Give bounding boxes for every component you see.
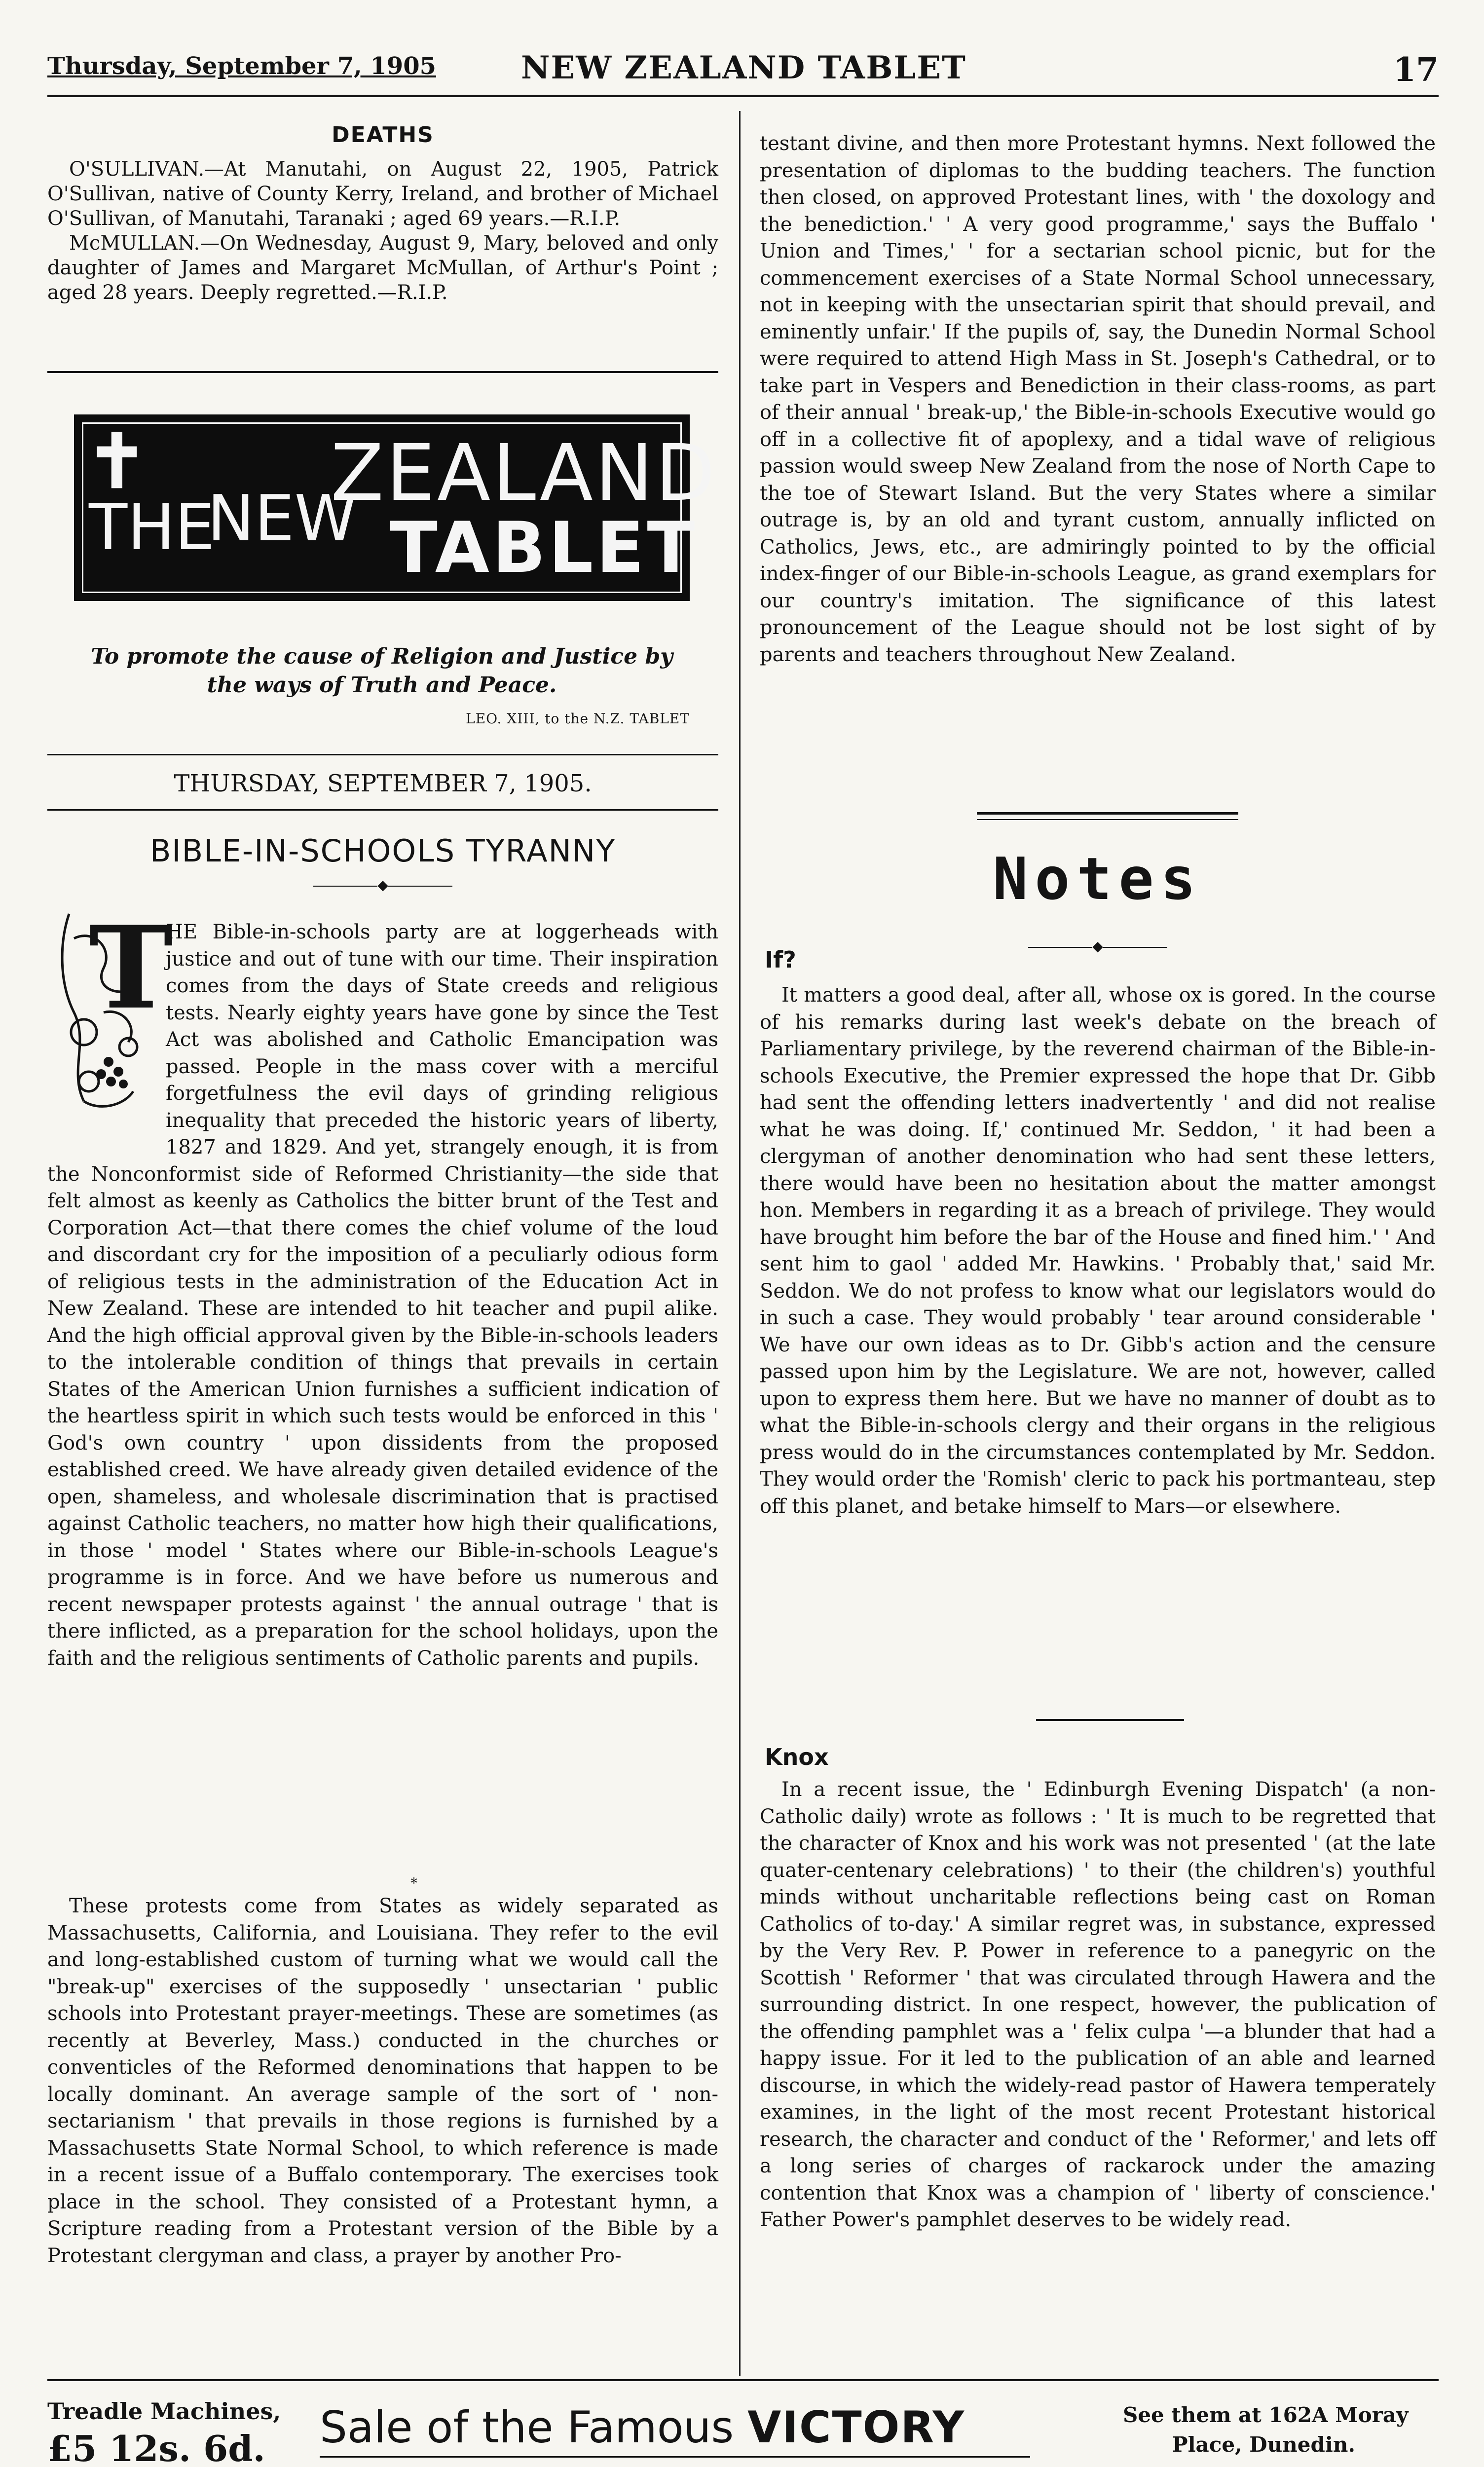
notes-rule-thin: [977, 819, 1238, 820]
ornament-line: [1103, 947, 1167, 948]
ad-headline-brand: VICTORY: [747, 2402, 965, 2453]
if-body: [760, 982, 1436, 1520]
diamond-icon: ◆: [1092, 938, 1103, 954]
notes-rule: [977, 812, 1238, 815]
footer-advertisement: [47, 2398, 1439, 2467]
ad-left-line1: Treadle Machines,: [47, 2398, 281, 2425]
page-header: [47, 47, 1439, 107]
banner-zealand: ZEALAND: [331, 428, 717, 519]
knox-heading: Knox: [765, 1744, 829, 1770]
death-notice: McMULLAN.—On Wednesday, August 9, Mary, beloved and only daughter of James and Margaret McMullan, of Arthur's Point ; aged 28 years. Deeply regretted.—R.I.P.: [47, 232, 718, 304]
ornament-line: [388, 886, 452, 887]
ornament-line: [313, 886, 377, 887]
drop-cap-letter: T: [89, 901, 174, 1035]
header-rule: [47, 95, 1439, 97]
notes-title: Notes: [993, 845, 1203, 913]
drop-cap-space: [47, 919, 166, 1136]
motto: To promote the cause of Religion and Justice by the ways of Truth and Peace.: [91, 644, 673, 698]
ad-price: £5 12s. 6d.: [47, 2428, 265, 2467]
masthead-banner: [74, 414, 717, 601]
dateline-rule-top: [47, 754, 718, 755]
banner-tablet: TABLET: [390, 507, 698, 589]
notes-separator: [1036, 1719, 1184, 1721]
header-date: Thursday, September 7, 1905: [47, 52, 436, 80]
header-masthead: NEW ZEALAND TABLET: [521, 49, 966, 86]
ad-right-line1: See them at 162A Moray: [1123, 2403, 1409, 2427]
footer-rule: [47, 2379, 1439, 2381]
knox-body: [760, 1776, 1436, 2234]
deaths-rule: [47, 371, 718, 373]
ad-headline-prefix: Sale of the Famous: [320, 2402, 748, 2453]
ad-right-line2: Place, Dunedin.: [1172, 2432, 1355, 2457]
notes-ornament: [760, 939, 1436, 953]
dateline-rule-bottom: [47, 809, 718, 811]
article-title: BIBLE-IN-SCHOOLS TYRANNY: [149, 833, 616, 869]
star-divider: *: [410, 1875, 417, 1891]
article-paragraph: These protests come from States as widely separated as Massachusetts, California, and Louisiana. They refer to the evil and long-established custom of turning what we would call the "break-up" exercises of the supposedly ' unsectarian ' public schools into Protestant prayer-meetings. These are sometimes (as recently at Beverley, Mass.) conducted in the churches or conventicles of the Reformed denominations that happen to be locally dominant. An average sample of the sort of ' non-sectarianism ' that prevails in those regions is furnished by a Massachusetts State Normal School, to which reference is made in a recent issue of a Buffalo contemporary. The exercises took place in the school. They consisted of a Protestant hymn, a Scripture reading from a Protestant version of the Bible by a Protestant clergyman and class, a prayer by another Pro-: [47, 1895, 718, 2267]
if-heading: If?: [765, 946, 796, 973]
article-paragraph: testant divine, and then more Protestant hymns. Next followed the presentation of diplomas to the budding teachers. The function then closed, on approved Protestant lines, with ' the doxology and the benediction.' ' A very good programme,' says the Buffalo ' Union and Times,' ' for a sectarian school picnic, but for the commencement exercises of a State Normal School unnecessary, not in keeping with the unsectarian spirit that should prevail, and eminently unfair.' If the pupils of, say, the Dunedin Normal School were required to attend High Mass in St. Joseph's Cathedral, or to take part in Vespers and Benediction in their class-rooms, as part of their annual ' break-up,' the Bible-in-schools Executive would go off in a collective fit of apoplexy, and a tidal wave of religious passion would sweep New Zealand from the nose of North Cape to the toe of Stewart Island. But the very States where a similar outrage is, by an old and tyrant custom, annually inflicted on Catholics, Jews, etc., are admiringly pointed to by the official index-finger of our Bible-in-schools League, as grand exemplars for our country's imitation. The significance of this latest pronouncement of the League should not be lost sight of by parents and teachers throughout New Zealand.: [760, 132, 1436, 666]
diamond-icon: ◆: [377, 877, 388, 893]
dateline: THURSDAY, SEPTEMBER 7, 1905.: [174, 770, 592, 797]
death-notice: O'SULLIVAN.—At Manutahi, on August 22, 1905, Patrick O'Sullivan, native of County Kerry, Ireland, and brother of Michael O'Sullivan, of Manutahi, Taranaki ; aged 69 years.—R.I.P.: [47, 158, 718, 230]
motto-attribution: LEO. XIII, to the N.Z. TABLET: [466, 710, 690, 727]
article-body-continued: [760, 130, 1436, 668]
banner-the: THE: [89, 491, 215, 564]
banner-new: NEW: [207, 482, 357, 556]
ad-headline-underline: [320, 2456, 1030, 2458]
article-body-part1: [47, 919, 718, 1672]
notes-paragraph: It matters a good deal, after all, whose ox is gored. In the course of his remarks during last week's debate on the breach of Parliamentary privilege, by the reverend chairman of the Bible-in-schools Executive, the Premier expressed the hope that Dr. Gibb had sent the offending letters inadvertently ' and did not realise what he was doing. If,' continued Mr. Seddon, ' it had been a clergyman of another denomination who had sent these letters, there would have been no hesitation about the matter amongst hon. Members in regarding it as a breach of privilege. They would have brought him before the bar of the House and fined him.' ' And sent him to gaol ' added Mr. Hawkins. ' Probably that,' said Mr. Seddon. We do not profess to know what our legislators would do in such a case. They would probably ' tear around considerable ' We have our own ideas as to Dr. Gibb's action and the censure passed upon him by the Legislature. We are not, however, called upon to express them here. But we have no manner of doubt as to what the Bible-in-schools clergy and their organs in the religious press would do in the circumstances contemplated by Mr. Seddon. They would order the 'Romish' cleric to pack his portmanteau, step off this planet, and betake himself to Mars—or elsewhere.: [760, 984, 1436, 1518]
deaths-heading: DEATHS: [332, 122, 434, 148]
notes-paragraph: In a recent issue, the ' Edinburgh Evening Dispatch' (a non-Catholic daily) wrote as follows : ' It is much to be regretted that the character of Knox and his work was not presented ' (at the late quater-centenary celebrations) ' to their (the children's) youthful minds without uncharitable reflections being cast on Roman Catholics of to-day.' A similar regret was, in substance, expressed by the Very Rev. P. Power in reference to a panegyric on the Scottish ' Reformer ' that was circulated through Hawera and the surrounding district. In one respect, however, the publication of the offending pamphlet was a ' felix culpa '—a blunder that had a happy issue. For it led to the publication of an able and learned discourse, in which the widely-read pastor of Hawera temperately examines, in the light of the most recent Protestant historical research, the character and conduct of the ' Reformer,' and lets off a long series of charges of rackarock under the amazing contention that Knox was a champion of ' liberty of conscience.' Father Power's pamphlet deserves to be widely read.: [760, 1778, 1436, 2231]
page-number: 17: [1393, 50, 1439, 89]
article-paragraph: HE Bible-in-schools party are at loggerheads with justice and out of tune with our time. Their inspiration comes from the days of State creeds and religious tests. Nearly eighty years have gone by since the Test Act was abolished and Catholic Emancipation was passed. People in the mass cover with a merciful forgetfulness the evil days of grinding religious inequality that preceded the historic years of liberty, 1827 and 1829. And yet, strangely enough, it is from the Nonconformist side of Reformed Christianity—the side that felt almost as keenly as Catholics the bitter brunt of the Test and Corporation Act—that there comes the chief volume of the loud and discordant cry for the imposition of a peculiarly odious form of religious tests in the administration of the Education Act in New Zealand. These are intended to hit teacher and pupil alike. And the high official approval given by the Bible-in-schools leaders to the intolerable condition of things that prevails in certain States of the American Union furnishes a sufficient indication of the heartless spirit in which such tests would be enforced in this ' God's own country ' upon dissidents from the proposed established creed. We have already given detailed evidence of the open, shameless, and wholesale discrimination that is practised against Catholic teachers, no matter how high their qualifications, in those ' model ' States where our Bible-in-schools League's programme is in force. And we have before us numerous and recent newspaper protests against ' the annual outrage ' that is there inflicted, as a preparation for the school holidays, upon the faith and the religious sentiments of Catholic parents and pupils.: [47, 921, 718, 1670]
column-divider: [739, 111, 741, 2376]
cross-icon: ✝: [86, 418, 148, 505]
deaths-notices: [47, 157, 718, 305]
article-body-part2: [47, 1893, 718, 2269]
ornament-line: [1028, 947, 1092, 948]
ad-headline: [320, 2402, 965, 2453]
